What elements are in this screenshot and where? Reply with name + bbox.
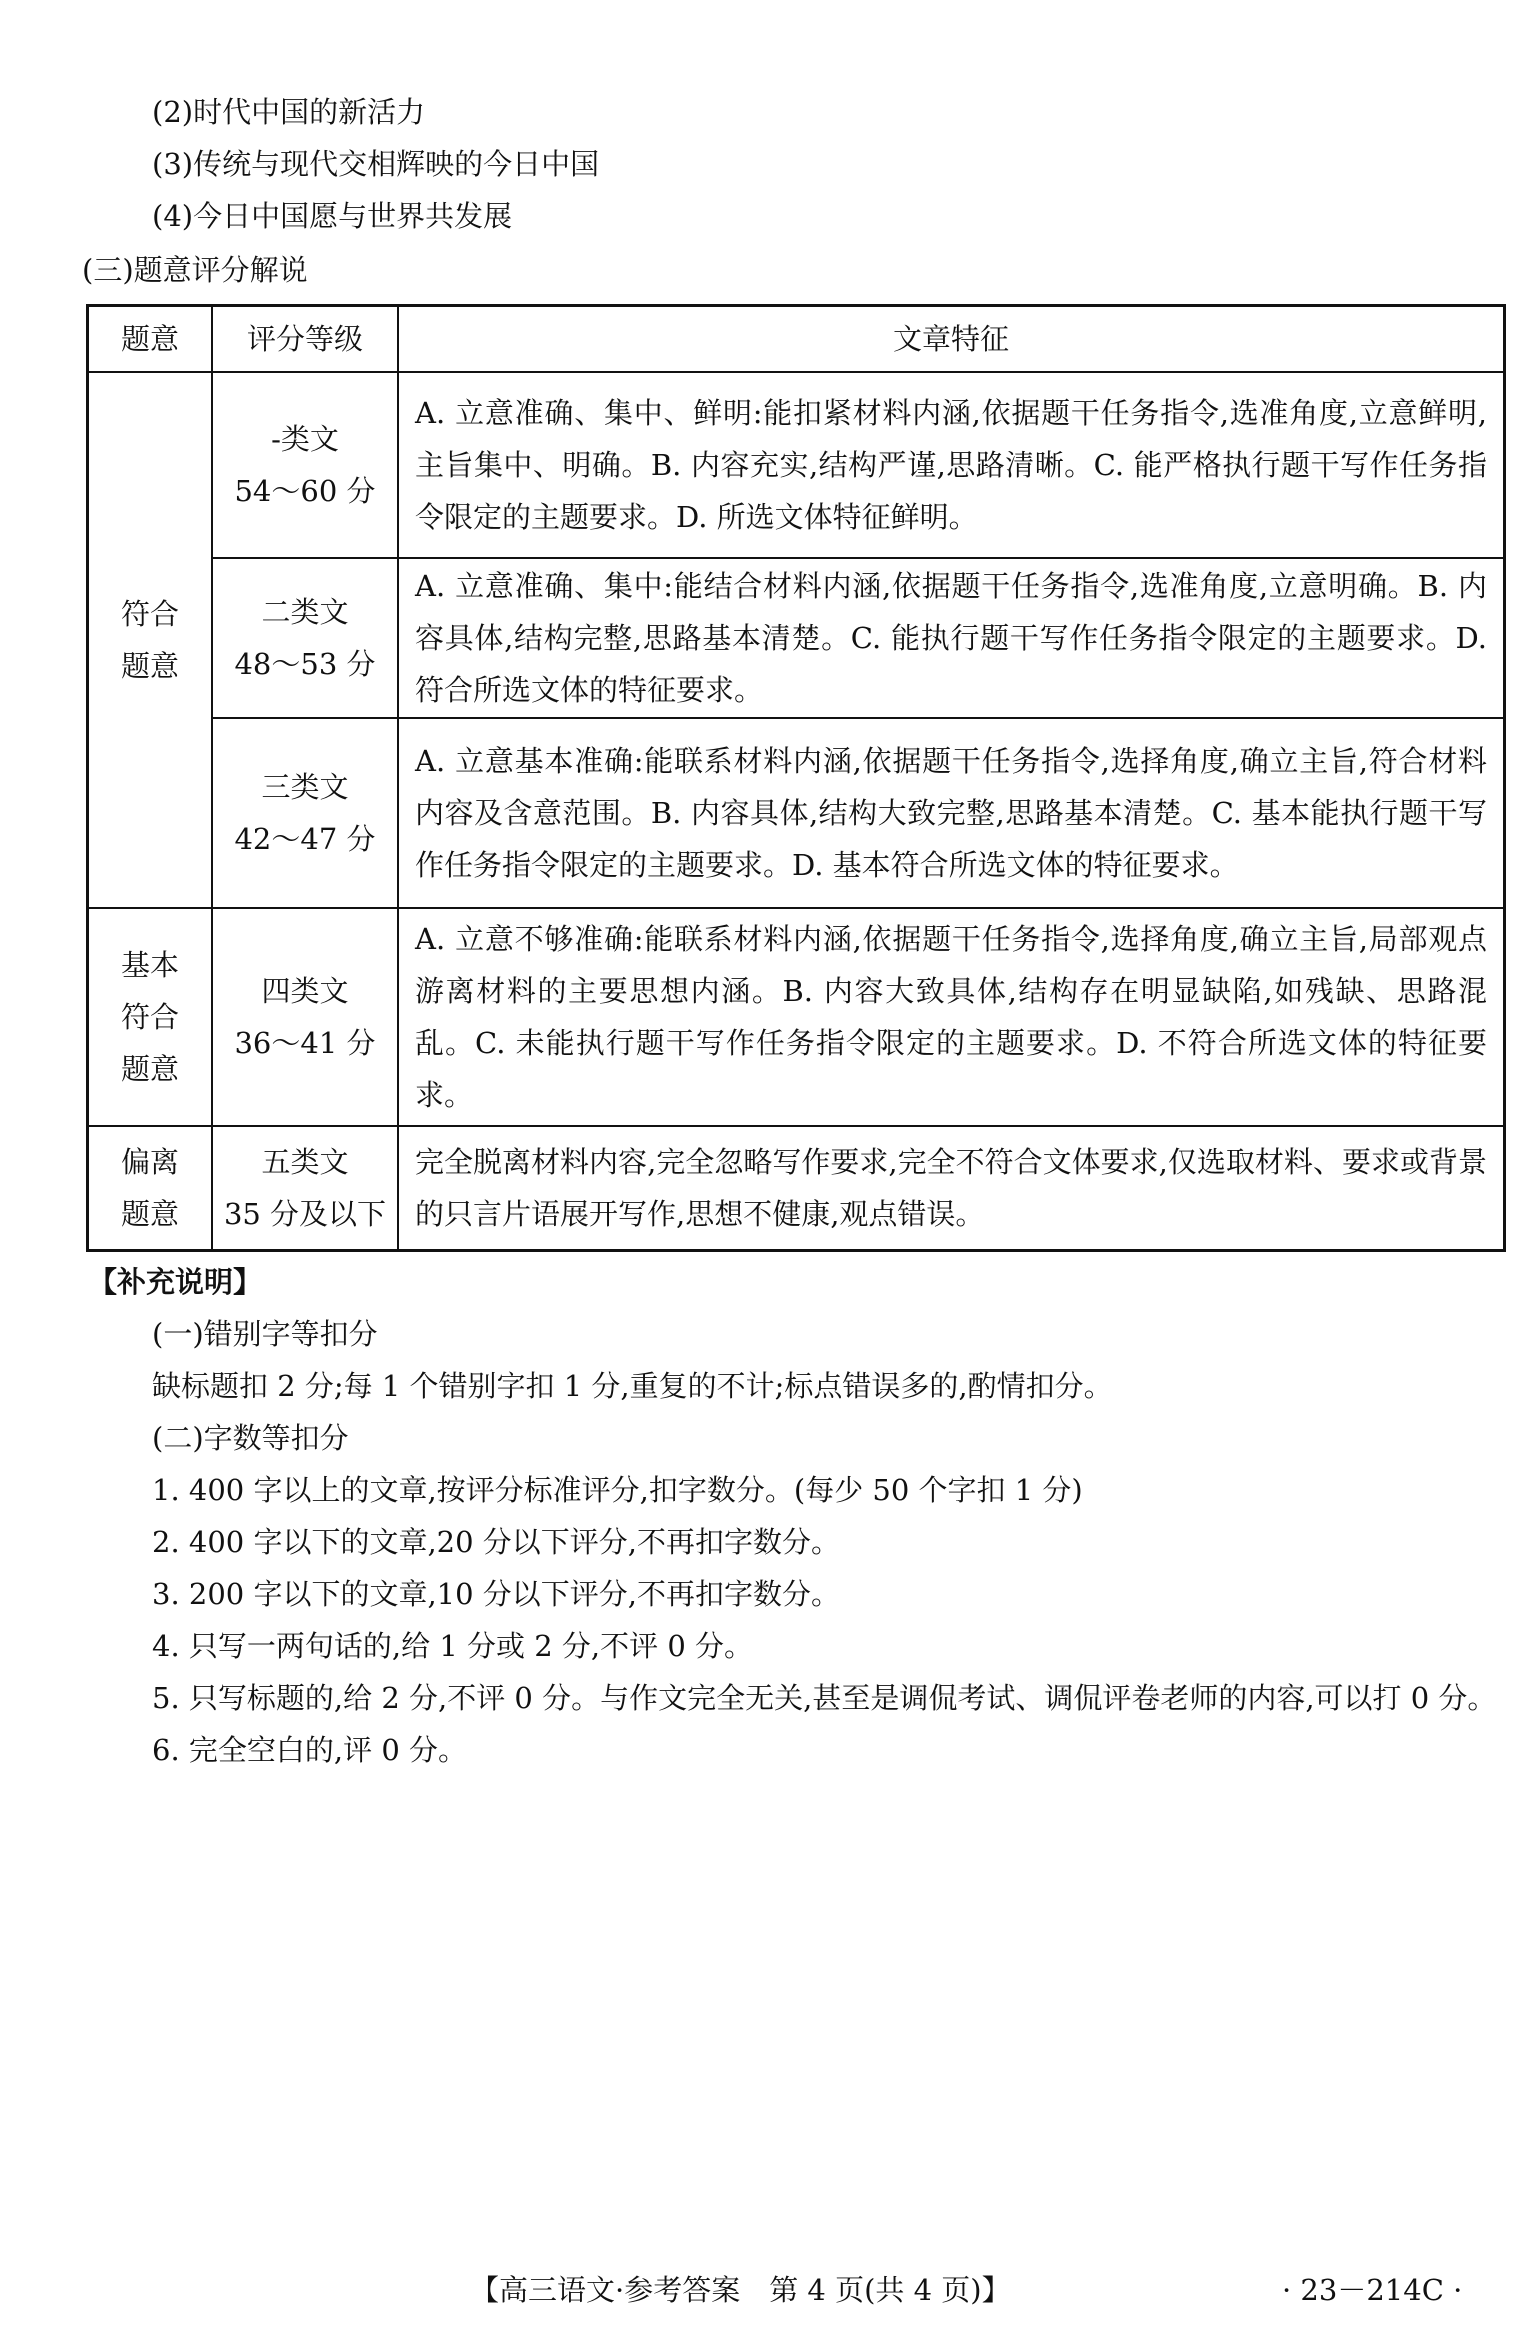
feature-cell: A. 立意不够准确:能联系材料内涵,依据题干任务指令,选择角度,确立主旨,局部观点游离材料的主要思想内涵。B. 内容大致具体,结构存在明显缺陷,如残缺、思路混乱。C. 未能执行题干写作任务指令限定的主题要求。D. 不符合所选文体的特征要求。: [398, 908, 1505, 1126]
section-heading: (三)题意评分解说: [82, 253, 308, 287]
doc-code: · 23－214C ·: [1282, 2273, 1463, 2307]
list-item-3: (3)传统与现代交相辉映的今日中国: [152, 147, 600, 181]
category-label: 符合题意: [120, 597, 179, 683]
rule-item: 4. 只写一两句话的,给 1 分或 2 分,不评 0 分。: [152, 1629, 753, 1663]
level-cell: [212, 908, 398, 1126]
table-row: [88, 372, 1505, 558]
feature-cell: A. 立意准确、集中:能结合材料内涵,依据题干任务指令,选准角度,立意明确。B. 内容具体,结构完整,思路基本清楚。C. 能执行题干写作任务指令限定的主题要求。D. 符合所选文体的特征要求。: [398, 558, 1505, 718]
level-cell: [212, 718, 398, 908]
grading-table: [86, 304, 1506, 1252]
rule-item: 2. 400 字以下的文章,20 分以下评分,不再扣字数分。: [152, 1525, 841, 1559]
table-header-row: [88, 306, 1505, 373]
table-row: [88, 908, 1505, 1126]
header-topic: 题意: [88, 306, 213, 373]
level-name: 二类文: [261, 595, 349, 629]
level-name: 五类文: [261, 1144, 349, 1179]
level-name: 四类文: [261, 974, 349, 1008]
feature-cell: A. 立意基本准确:能联系材料内涵,依据题干任务指令,选择角度,确立主旨,符合材料内容及含意范围。B. 内容具体,结构大致完整,思路基本清楚。C. 基本能执行题干写作任务指令限定的主题要求。D. 基本符合所选文体的特征要求。: [398, 718, 1505, 908]
supplement-title: 【补充说明】: [88, 1265, 263, 1299]
table-row: [88, 1126, 1505, 1250]
level-cell: [212, 558, 398, 718]
table-row: [88, 558, 1505, 718]
header-feature: 文章特征: [398, 306, 1505, 373]
category-label: 基本符合题意: [120, 948, 179, 1086]
feature-cell: 完全脱离材料内容,完全忽略写作要求,完全不符合文体要求,仅选取材料、要求或背景的只言片语展开写作,思想不健康,观点错误。: [398, 1126, 1505, 1250]
table-row: [88, 718, 1505, 908]
rule-item: 3. 200 字以下的文章,10 分以下评分,不再扣字数分。: [152, 1577, 841, 1611]
page-footer: 【高三语文·参考答案 第 4 页(共 4 页)】: [470, 2273, 1011, 2307]
category-cell: [88, 908, 213, 1126]
level-range: 42～47 分: [234, 822, 376, 856]
level-range: 48～53 分: [234, 647, 376, 681]
category-cell: [88, 1126, 213, 1250]
level-cell: [212, 372, 398, 558]
supplement-sub1-text: 缺标题扣 2 分;每 1 个错别字扣 1 分,重复的不计;标点错误多的,酌情扣分。: [152, 1369, 1113, 1403]
level-range: 54～60 分: [234, 474, 376, 508]
rule-item: 1. 400 字以上的文章,按评分标准评分,扣字数分。(每少 50 个字扣 1 分): [152, 1473, 1083, 1507]
list-item-4: (4)今日中国愿与世界共发展: [152, 199, 513, 233]
list-item-2: (2)时代中国的新活力: [152, 95, 426, 129]
rule-item: 5. 只写标题的,给 2 分,不评 0 分。与作文完全无关,甚至是调侃考试、调侃评卷老师的内容,可以打 0 分。: [152, 1681, 1497, 1715]
level-range: 36～41 分: [234, 1026, 376, 1060]
header-level: 评分等级: [212, 306, 398, 373]
level-name: -类文: [271, 422, 339, 456]
supplement-sub2-heading: (二)字数等扣分: [152, 1421, 349, 1455]
feature-cell: A. 立意准确、集中、鲜明:能扣紧材料内涵,依据题干任务指令,选准角度,立意鲜明,主旨集中、明确。B. 内容充实,结构严谨,思路清晰。C. 能严格执行题干写作任务指令限定的主题要求。D. 所选文体特征鲜明。: [398, 372, 1505, 558]
supplement-sub1-heading: (一)错别字等扣分: [152, 1317, 378, 1351]
rule-item: 6. 完全空白的,评 0 分。: [152, 1733, 467, 1767]
category-cell: [88, 372, 213, 908]
level-name: 三类文: [261, 770, 349, 804]
level-cell: [212, 1126, 398, 1250]
level-range: 35 分及以下: [223, 1196, 387, 1231]
category-label: 偏离题意: [120, 1144, 179, 1231]
